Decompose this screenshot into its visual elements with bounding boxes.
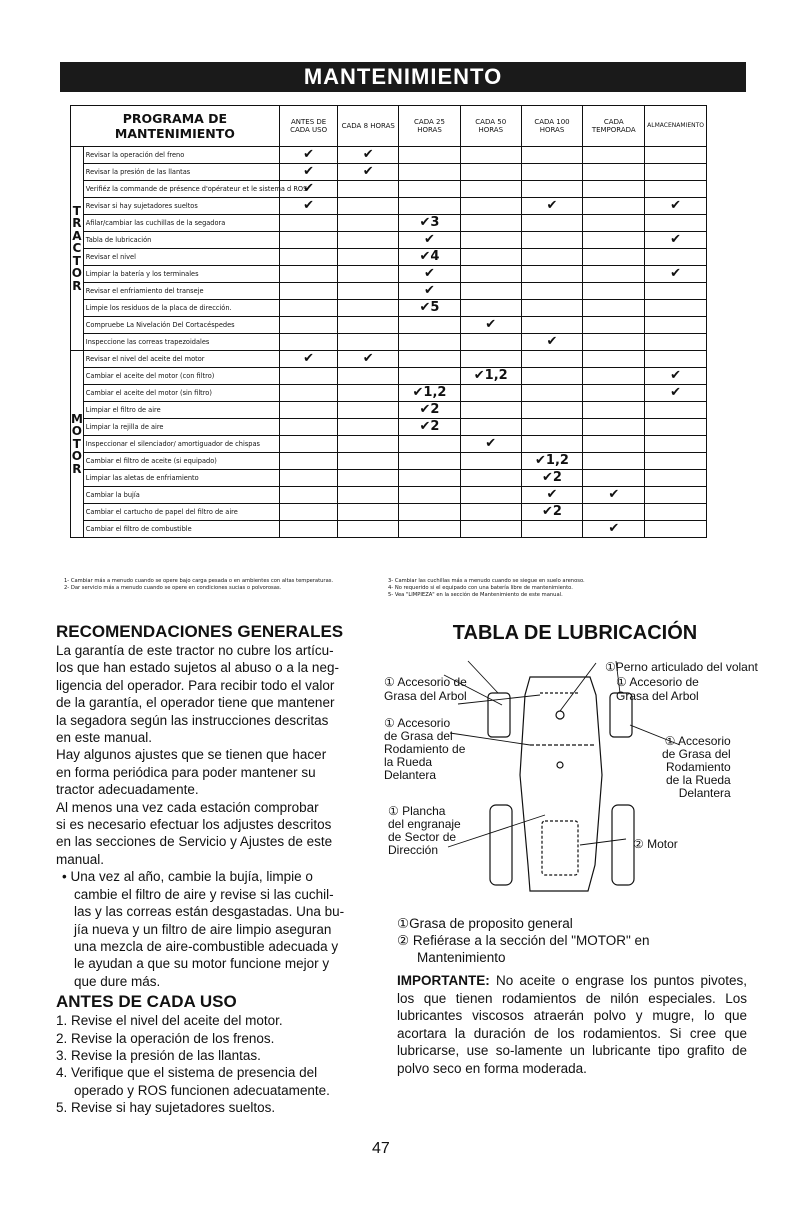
col-header: CADA 50 HORAS <box>460 106 521 147</box>
task-cell: Revisar si hay sujetadores sueltos <box>83 198 279 215</box>
check-cell <box>583 419 645 436</box>
check-cell: ✔2 <box>521 504 583 521</box>
check-cell <box>279 504 338 521</box>
check-cell: ✔ <box>521 198 583 215</box>
check-cell: ✔ <box>399 232 461 249</box>
check-cell <box>645 351 707 368</box>
section-label: M O T O R <box>71 351 84 538</box>
check-cell <box>521 419 583 436</box>
check-cell: ✔ <box>279 181 338 198</box>
check-cell <box>460 266 521 283</box>
list-item: 2. Revise la operación de los frenos. <box>56 1030 275 1046</box>
section-label: T R A C T O R <box>71 147 84 351</box>
task-cell: Cambiar el filtro de combustible <box>83 521 279 538</box>
check-cell: ✔ <box>583 521 645 538</box>
section-banner: MANTENIMIENTO <box>60 62 746 92</box>
task-cell: Afilar/cambiar las cuchillas de la segadora <box>83 215 279 232</box>
task-cell: Cambiar la bujía <box>83 487 279 504</box>
check-cell <box>645 317 707 334</box>
task-cell: Cambiar el aceite del motor (sin filtro) <box>83 385 279 402</box>
check-cell <box>583 147 645 164</box>
table-row <box>71 487 707 504</box>
schedule-title: PROGRAMA DE MANTENIMIENTO <box>71 106 280 147</box>
check-cell <box>338 385 399 402</box>
check-cell: ✔ <box>645 385 707 402</box>
label-motor: ② Motor <box>633 837 678 851</box>
check-cell <box>279 385 338 402</box>
schedule-header-row <box>71 106 707 147</box>
check-cell <box>460 487 521 504</box>
task-cell: Verifiéz la commande de présence d'opérateur et le sistema d ROS <box>83 181 279 198</box>
check-cell <box>583 181 645 198</box>
check-cell <box>338 215 399 232</box>
check-cell <box>521 300 583 317</box>
check-cell <box>399 147 461 164</box>
check-cell <box>338 300 399 317</box>
check-cell <box>460 453 521 470</box>
recommendations-bullet: • Una vez al año, cambie la bujía, limpie o cambie el filtro de aire y revise si las cuchil- las y las correas están desgastadas. Una bu- jía nueva y un filtro de aire limpio aseguran una mezcla de aire-combustible adecuada y le ayudan a que su motor funcione mejor y que dure más. <box>62 869 345 989</box>
check-cell: ✔ <box>279 198 338 215</box>
task-cell: Revisar la operación del freno <box>83 147 279 164</box>
check-cell <box>645 283 707 300</box>
check-cell <box>279 317 338 334</box>
check-cell <box>460 385 521 402</box>
recommendations-paragraph: Hay algunos ajustes que se tienen que hacer en forma periódica para poder mantener su tractor adecuadamente. <box>56 747 327 798</box>
recommendations-paragraph: Al menos una vez cada estación comprobar si es necesario efectuar los adjustes descritos en las secciones de Servicio y Ajustes de este manual. <box>56 799 333 867</box>
check-cell <box>645 300 707 317</box>
table-row <box>71 317 707 334</box>
check-cell <box>521 521 583 538</box>
table-row <box>71 215 707 232</box>
check-cell <box>338 453 399 470</box>
check-cell: ✔ <box>338 147 399 164</box>
footnotes-left: 1- Cambiar más a menudo cuando se opere bajo carga pesada o en ambientes con altas temperaturas. 2- Dar servicio más a menudo cuando se opere en condiciones sucias o polvorosas. <box>64 578 334 591</box>
list-item: 3. Revise la presión de las llantas. <box>56 1047 261 1063</box>
check-cell <box>460 232 521 249</box>
check-cell <box>645 249 707 266</box>
check-cell: ✔2 <box>521 470 583 487</box>
check-cell <box>583 368 645 385</box>
check-cell <box>338 334 399 351</box>
list-item: 5. Revise si hay sujetadores sueltos. <box>56 1100 276 1116</box>
check-cell <box>645 521 707 538</box>
check-cell <box>583 283 645 300</box>
check-cell <box>338 283 399 300</box>
table-row <box>71 436 707 453</box>
note-grease: ①Grasa de proposito general <box>397 916 573 931</box>
check-cell: ✔ <box>279 351 338 368</box>
recommendations-paragraph: La garantía de este tractor no cubre los artícu- los que han estado sujetos al abuso o a la neg- ligencia del operador. Para recibir todo el valor de la garantía, el operador tiene que mantener la segadora según las instrucciones descritas en este manual. <box>56 643 339 746</box>
col-header: CADA 25 HORAS <box>399 106 461 147</box>
label-steering-pivot: ①Perno articulado del volant <box>605 660 758 674</box>
task-cell: Compruebe La Nivelación Del Cortacéspedes <box>83 317 279 334</box>
check-cell <box>279 419 338 436</box>
lubrication-heading: TABLA DE LUBRICACIÓN <box>452 622 698 644</box>
check-cell <box>583 300 645 317</box>
task-cell: Limpiar la batería y los terminales <box>83 266 279 283</box>
check-cell: ✔3 <box>399 215 461 232</box>
check-cell <box>279 487 338 504</box>
check-cell <box>583 453 645 470</box>
col-header: CADA 100 HORAS <box>521 106 583 147</box>
before-use-heading: ANTES DE CADA USO <box>56 992 237 1012</box>
check-cell: ✔ <box>645 368 707 385</box>
check-cell <box>338 368 399 385</box>
check-cell: ✔ <box>521 487 583 504</box>
check-cell <box>645 436 707 453</box>
check-cell <box>645 470 707 487</box>
check-cell <box>521 351 583 368</box>
task-cell: Revisar el nivel <box>83 249 279 266</box>
table-row <box>71 402 707 419</box>
check-cell <box>583 385 645 402</box>
check-cell <box>460 334 521 351</box>
check-cell <box>399 181 461 198</box>
table-row <box>71 181 707 198</box>
check-cell <box>279 215 338 232</box>
check-cell <box>521 215 583 232</box>
table-row <box>71 419 707 436</box>
table-row <box>71 385 707 402</box>
check-cell <box>279 470 338 487</box>
check-cell <box>399 368 461 385</box>
label-plancha: ① Plancha del engranaje de Sector de Dirección <box>388 804 461 857</box>
check-cell <box>460 198 521 215</box>
table-row <box>71 198 707 215</box>
table-row <box>71 453 707 470</box>
check-cell <box>279 436 338 453</box>
check-cell <box>583 351 645 368</box>
check-cell <box>399 164 461 181</box>
maintenance-schedule-table <box>70 105 707 538</box>
check-cell <box>279 249 338 266</box>
check-cell <box>279 300 338 317</box>
col-header: ANTES DE CADA USO <box>279 106 338 147</box>
recommendations-heading: RECOMENDACIONES GENERALES <box>56 622 344 641</box>
task-cell: Cambiar el cartucho de papel del filtro de aire <box>83 504 279 521</box>
important-notice <box>397 972 747 1078</box>
check-cell <box>399 521 461 538</box>
check-cell <box>645 453 707 470</box>
table-row <box>71 300 707 317</box>
check-cell <box>521 232 583 249</box>
check-cell <box>399 453 461 470</box>
task-cell: Tabla de lubricación <box>83 232 279 249</box>
table-row <box>71 470 707 487</box>
check-cell <box>460 300 521 317</box>
table-row <box>71 368 707 385</box>
check-cell: ✔ <box>399 283 461 300</box>
check-cell <box>399 436 461 453</box>
important-text: No aceite o engrase los puntos pivotes, los que tienen rodamientos de nilón especiales. Los lubricantes viscosos atraerán polvo y mugre, lo que acortara la duración de los rodamientos. Si cree que lubricarse, use so-lamente un lubricante tipo grafito de polvo seco en forma moderada. <box>397 973 747 1076</box>
check-cell <box>521 147 583 164</box>
check-cell <box>460 249 521 266</box>
lubrication-notes <box>397 915 747 966</box>
check-cell: ✔ <box>645 232 707 249</box>
check-cell <box>583 266 645 283</box>
check-cell <box>460 504 521 521</box>
check-cell: ✔ <box>583 487 645 504</box>
check-cell: ✔ <box>338 351 399 368</box>
before-use-list <box>56 1012 356 1116</box>
check-cell <box>279 453 338 470</box>
check-cell <box>583 232 645 249</box>
check-cell: ✔ <box>460 436 521 453</box>
check-cell: ✔1,2 <box>460 368 521 385</box>
table-row <box>71 266 707 283</box>
check-cell: ✔ <box>460 317 521 334</box>
check-cell <box>645 164 707 181</box>
check-cell <box>338 504 399 521</box>
check-cell <box>583 198 645 215</box>
check-cell <box>645 504 707 521</box>
task-cell: Cambiar el filtro de aceite (si equipado) <box>83 453 279 470</box>
check-cell <box>460 215 521 232</box>
check-cell <box>521 181 583 198</box>
table-row <box>71 147 707 164</box>
check-cell <box>460 181 521 198</box>
check-cell <box>521 436 583 453</box>
check-cell <box>399 351 461 368</box>
check-cell <box>338 487 399 504</box>
check-cell <box>521 283 583 300</box>
check-cell <box>279 283 338 300</box>
important-label: IMPORTANTE: <box>397 973 490 988</box>
check-cell <box>645 181 707 198</box>
check-cell <box>338 317 399 334</box>
check-cell <box>338 249 399 266</box>
check-cell <box>460 351 521 368</box>
check-cell <box>583 402 645 419</box>
task-cell: Inspeccione las correas trapezoidales <box>83 334 279 351</box>
check-cell <box>338 521 399 538</box>
check-cell <box>583 164 645 181</box>
check-cell <box>338 181 399 198</box>
check-cell: ✔ <box>645 198 707 215</box>
label-rueda-right: ① Accesorio de Grasa del Rodamiento de la Rueda Delantera <box>662 734 731 800</box>
task-cell: Limpiar el filtro de aire <box>83 402 279 419</box>
check-cell <box>583 436 645 453</box>
lubrication-diagram <box>380 655 780 905</box>
check-cell <box>583 504 645 521</box>
col-header: CADA TEMPORADA <box>583 106 645 147</box>
check-cell <box>645 215 707 232</box>
check-cell <box>399 470 461 487</box>
check-cell <box>279 368 338 385</box>
check-cell <box>460 521 521 538</box>
check-cell <box>338 436 399 453</box>
list-item: 1. Revise el nivel del aceite del motor. <box>56 1013 283 1029</box>
check-cell <box>399 334 461 351</box>
check-cell <box>460 283 521 300</box>
task-cell: Limpiar las aletas de enfriamiento <box>83 470 279 487</box>
col-header: CADA 8 HORAS <box>338 106 399 147</box>
check-cell: ✔ <box>521 334 583 351</box>
check-cell <box>338 402 399 419</box>
check-cell: ✔ <box>399 266 461 283</box>
table-row <box>71 351 707 368</box>
check-cell <box>645 419 707 436</box>
table-row <box>71 334 707 351</box>
check-cell: ✔ <box>279 147 338 164</box>
check-cell: ✔5 <box>399 300 461 317</box>
check-cell: ✔4 <box>399 249 461 266</box>
check-cell <box>521 266 583 283</box>
note-engine: ② Refiérase a la sección del "MOTOR" en <box>397 933 650 948</box>
list-item: 4. Verifique que el sistema de presencia del operado y ROS funcionen adecuatamente. <box>56 1065 330 1098</box>
table-row <box>71 232 707 249</box>
check-cell <box>460 470 521 487</box>
recommendations-column <box>56 622 356 1117</box>
task-cell: Revisar el nivel del aceite del motor <box>83 351 279 368</box>
check-cell <box>338 419 399 436</box>
table-row <box>71 521 707 538</box>
check-cell <box>583 334 645 351</box>
check-cell <box>583 215 645 232</box>
note-engine-cont: Mantenimiento <box>417 950 506 965</box>
check-cell <box>338 198 399 215</box>
check-cell: ✔ <box>645 266 707 283</box>
check-cell <box>338 470 399 487</box>
check-cell <box>460 419 521 436</box>
col-header: ALMACENAMIENTO <box>645 106 707 147</box>
table-row <box>71 283 707 300</box>
table-row <box>71 164 707 181</box>
check-cell <box>338 232 399 249</box>
check-cell: ✔ <box>338 164 399 181</box>
check-cell <box>521 385 583 402</box>
check-cell: ✔1,2 <box>521 453 583 470</box>
check-cell <box>399 317 461 334</box>
check-cell <box>279 334 338 351</box>
check-cell <box>399 198 461 215</box>
label-rueda-left: ① Accesorio de Grasa del Rodamiento de la Rueda Delantera <box>384 716 466 782</box>
check-cell <box>583 249 645 266</box>
task-cell: Inspeccionar el silenciador/ amortiguador de chispas <box>83 436 279 453</box>
check-cell <box>521 317 583 334</box>
check-cell: ✔ <box>279 164 338 181</box>
check-cell <box>279 266 338 283</box>
check-cell <box>583 470 645 487</box>
check-cell <box>645 334 707 351</box>
check-cell <box>583 317 645 334</box>
check-cell <box>279 402 338 419</box>
check-cell <box>521 368 583 385</box>
check-cell <box>645 487 707 504</box>
task-cell: Cambiar el aceite del motor (con filtro) <box>83 368 279 385</box>
check-cell <box>460 147 521 164</box>
check-cell: ✔1,2 <box>399 385 461 402</box>
footnotes-right: 3- Cambiar las cuchillas más a menudo cuando se siegue en suelo arenoso. 4- No requerido si el equipado con una batería libre de mantenimiento. 5- Vea "LIMPIEZA" en la sección de Mantenimiento de este manual. <box>388 578 585 598</box>
check-cell <box>399 504 461 521</box>
check-cell: ✔2 <box>399 419 461 436</box>
label-arbol-left: ① Accesorio de Grasa del Arbol <box>384 675 467 703</box>
check-cell <box>279 521 338 538</box>
page-number: 47 <box>372 1140 390 1157</box>
check-cell: ✔2 <box>399 402 461 419</box>
table-row <box>71 249 707 266</box>
check-cell <box>521 249 583 266</box>
task-cell: Limpie los residuos de la placa de dirección. <box>83 300 279 317</box>
check-cell <box>645 147 707 164</box>
check-cell <box>521 402 583 419</box>
check-cell <box>521 164 583 181</box>
check-cell <box>338 266 399 283</box>
check-cell <box>460 164 521 181</box>
check-cell <box>460 402 521 419</box>
check-cell <box>279 232 338 249</box>
task-cell: Revisar el enfriamiento del transeje <box>83 283 279 300</box>
check-cell <box>645 402 707 419</box>
check-cell <box>399 487 461 504</box>
table-row <box>71 504 707 521</box>
task-cell: Revisar la presión de las llantas <box>83 164 279 181</box>
task-cell: Limpiar la rejilla de aire <box>83 419 279 436</box>
label-arbol-right: ① Accesorio de Grasa del Arbol <box>616 675 699 703</box>
